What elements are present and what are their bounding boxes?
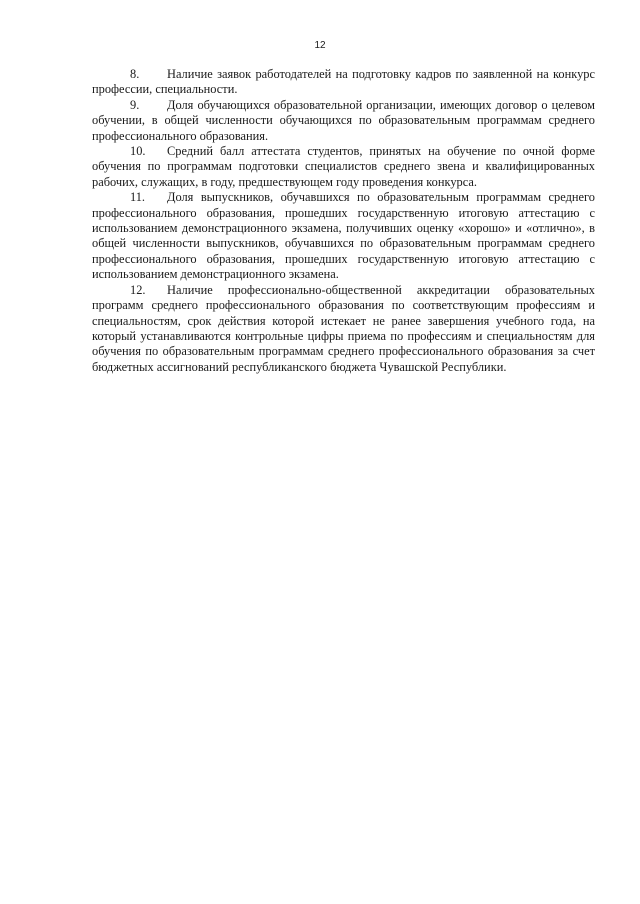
list-item (92, 67, 595, 98)
item-number: 10. (130, 144, 146, 159)
list-item (92, 98, 595, 144)
list-item (92, 144, 595, 190)
item-text: Наличие профессионально-общественной аккредитации образовательных программ среднего профессионального образования по соответствующим профессиям и специальностям, срок действия которой истекает не ранее завершения учебного года, на который устанавливаются контрольные цифры приема по профессиям и специальностям для обучения по образовательным программам среднего профессионального образования за счет бюджетных ассигнований республиканского бюджета Чувашской Республики. (92, 282, 595, 374)
list-item (92, 283, 595, 375)
document-body (92, 67, 595, 375)
item-text: Наличие заявок работодателей на подготовку кадров по заявленной на конкурс профессии, специальности. (92, 67, 595, 97)
item-text: Средний балл аттестата студентов, принятых на обучение по очной форме обучения по программам подготовки специалистов среднего звена и квалифицированных рабочих, служащих, в году, предшествующем году проведения конкурса. (92, 144, 595, 189)
item-number: 8. (130, 67, 140, 81)
page-number: 12 (314, 40, 326, 51)
item-text: Доля обучающихся образовательной организации, имеющих договор о целевом обучении, в общей численности обучающихся по образовательным программам среднего профессионального образования. (92, 97, 595, 143)
item-text: Доля выпускников, обучавшихся по образовательным программам среднего профессионального образования, прошедших государственную итоговую аттестацию с использованием демонстрационного экзамена, получивших оценку «хорошо» и «отлично», в общей численности выпускников, обучавшихся по образовательным программам среднего профессионального образования, прошедших государственную итоговую аттестацию с использованием демонстрационного экзамена. (92, 190, 595, 282)
item-number: 12. (130, 282, 146, 297)
list-item (92, 190, 595, 282)
item-number: 9. (130, 97, 140, 112)
item-number: 11. (130, 190, 146, 205)
